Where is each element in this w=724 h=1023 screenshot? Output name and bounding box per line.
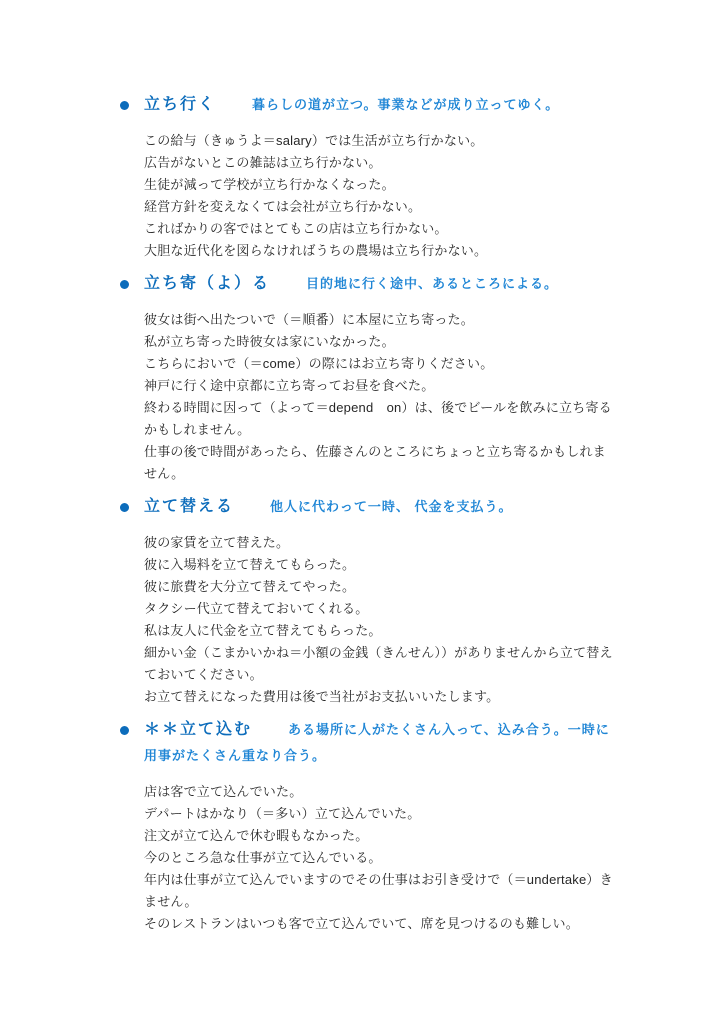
vocab-entry [120, 271, 618, 485]
example-sentence: 細かい金（こまかいかね＝小額の金銭（きんせん））がありませんから立て替えておいてください。 [144, 645, 613, 682]
example-sentence: 彼に入場料を立て替えてもらった。 [144, 557, 356, 572]
entry-term: 立て替える [144, 498, 235, 515]
example-sentence: 大胆な近代化を図らなければうちの農場は立ち行かない。 [144, 243, 488, 258]
bullet-icon [120, 101, 129, 110]
example-sentence: 彼に旅費を大分立て替えてやった。 [144, 579, 356, 594]
example-sentence: 神戸に行く途中京都に立ち寄ってお昼を食べた。 [144, 378, 435, 393]
example-sentence: 生徒が減って学校が立ち行かなくなった。 [144, 177, 395, 192]
bullet-icon [120, 280, 129, 289]
bullet-icon [120, 503, 129, 512]
document-content [120, 92, 618, 944]
example-list [144, 781, 618, 935]
entry-header-text [144, 92, 618, 118]
example-sentence: 彼女は街へ出たついで（＝順番）に本屋に立ち寄った。 [144, 312, 475, 327]
example-sentence: こればかりの客ではとてもこの店は立ち行かない。 [144, 221, 448, 236]
entry-header [120, 271, 618, 297]
example-list [144, 532, 618, 708]
entry-term: 立ち行く [144, 96, 217, 113]
example-sentence: 注文が立て込んで休む暇もなかった。 [144, 828, 369, 843]
vocab-entry [120, 717, 618, 935]
example-sentence: 終わる時間に因って（よって＝depend on）は、後でビールを飲みに立ち寄るかもしれません。 [144, 400, 612, 437]
vocab-entry [120, 494, 618, 708]
entry-header [120, 92, 618, 118]
example-sentence: 仕事の後で時間があったら、佐藤さんのところにちょっと立ち寄るかもしれません。 [144, 444, 606, 481]
example-sentence: 年内は仕事が立て込んでいますのでその仕事はお引き受けで（＝undertake）きません。 [144, 872, 613, 909]
vocab-entry [120, 92, 618, 262]
example-sentence: こちらにおいで（＝come）の際にはお立ち寄りください。 [144, 356, 494, 371]
entry-header-text [144, 494, 618, 520]
example-sentence: 彼の家賃を立て替えた。 [144, 535, 290, 550]
entry-header-text [144, 717, 618, 769]
entry-definition: 暮らしの道が立つ。事業などが成り立ってゆく。 [252, 97, 560, 112]
entry-definition: 他人に代わって一時、 代金を支払う。 [270, 499, 513, 514]
example-sentence: 私は友人に代金を立て替えてもらった。 [144, 623, 382, 638]
example-sentence: お立て替えになった費用は後で当社がお支払いいたします。 [144, 689, 500, 704]
entry-definition: 目的地に行く途中、あるところによる。 [306, 276, 559, 291]
entry-term: 立ち寄（よ）る [144, 275, 271, 292]
example-sentence: この給与（きゅうよ＝salary）では生活が立ち行かない。 [144, 133, 484, 148]
example-sentence: 広告がないとこの雑誌は立ち行かない。 [144, 155, 382, 170]
entry-header [120, 717, 618, 769]
example-list [144, 130, 618, 262]
example-sentence: そのレストランはいつも客で立て込んでいて、席を見つけるのも難しい。 [144, 916, 579, 931]
example-sentence: 経営方針を変えなくては会社が立ち行かない。 [144, 199, 422, 214]
entry-header-text [144, 271, 618, 297]
example-sentence: 店は客で立て込んでいた。 [144, 784, 303, 799]
example-sentence: デパートはかなり（＝多い）立て込んでいた。 [144, 806, 421, 821]
bullet-icon [120, 726, 129, 735]
example-list [144, 309, 618, 485]
example-sentence: 私が立ち寄った時彼女は家にいなかった。 [144, 334, 395, 349]
entry-term: ＊＊立て込む [144, 721, 253, 738]
entry-header [120, 494, 618, 520]
entry-definition: ある場所に人がたくさん入って、込み合う。一時に用事がたくさん重なり合う。 [144, 722, 610, 763]
example-sentence: タクシー代立て替えておいてくれる。 [144, 601, 369, 616]
example-sentence: 今のところ急な仕事が立て込んでいる。 [144, 850, 382, 865]
